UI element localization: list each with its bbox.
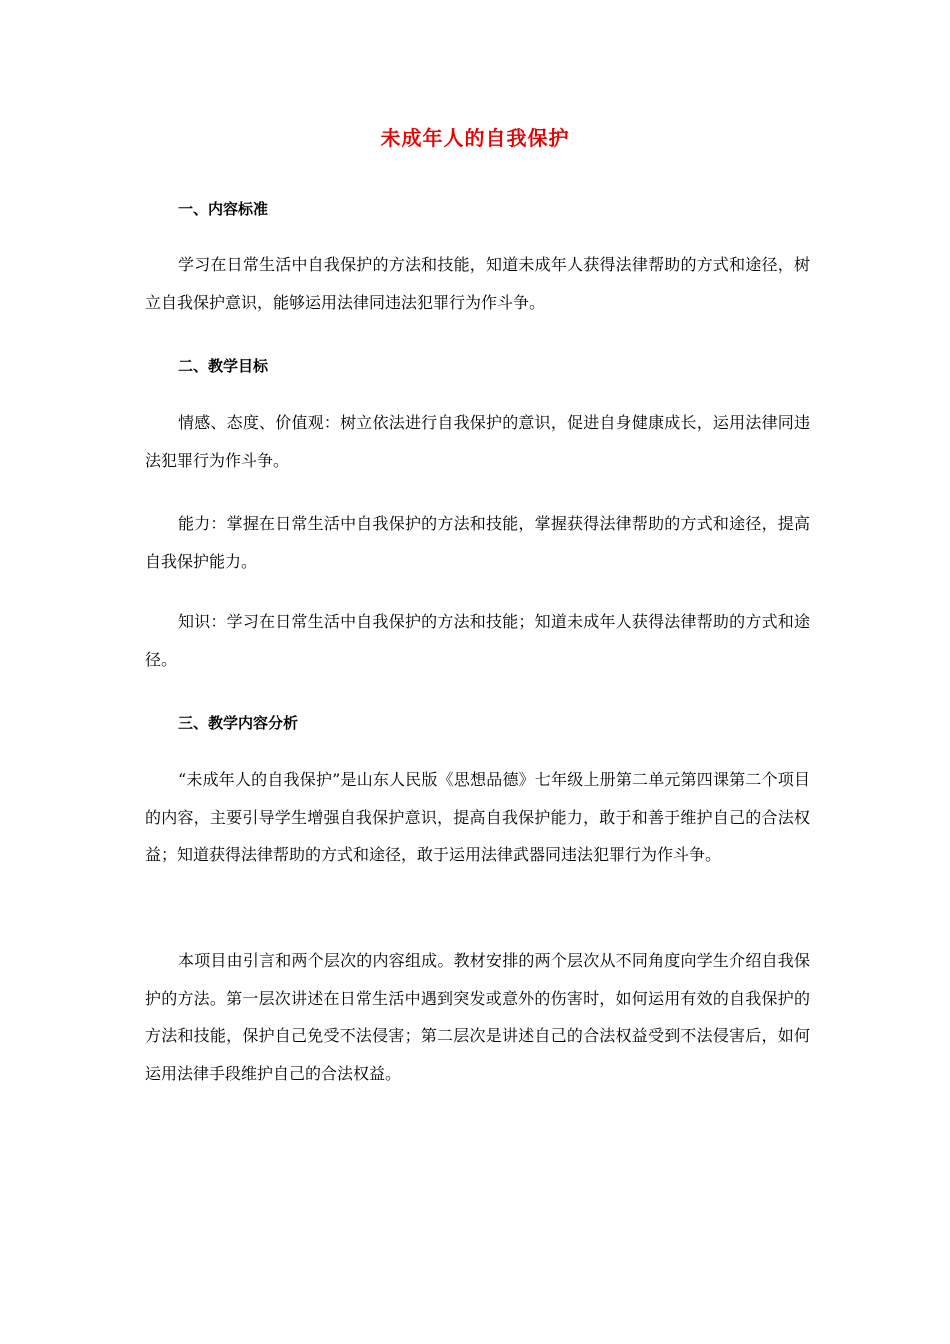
paragraph-analysis-2: 本项目由引言和两个层次的内容组成。教材安排的两个层次从不同角度向学生介绍自我保护的方法。第一层次讲述在日常生活中遇到突发或意外的伤害时，如何运用有效的自我保护的方法和技能，保护自己免受不法侵害；第二层次是讲述自己的合法权益受到不法侵害后，如何运用法律手段维护自己的合法权益。: [145, 951, 810, 1083]
section-heading-content-analysis: 三、教学内容分析: [178, 714, 299, 732]
paragraph-goal-knowledge: 知识：学习在日常生活中自我保护的方法和技能；知道未成年人获得法律帮助的方式和途径。: [145, 612, 810, 669]
paragraph-content-standard: 学习在日常生活中自我保护的方法和技能，知道未成年人获得法律帮助的方式和途径，树立自我保护意识，能够运用法律同违法犯罪行为作斗争。: [145, 255, 810, 312]
paragraph-analysis-1: “未成年人的自我保护”是山东人民版《思想品德》七年级上册第二单元第四课第二个项目的内容，主要引导学生增强自我保护意识，提高自我保护能力，敢于和善于维护自己的合法权益；知道获得法律帮助的方式和途径，敢于运用法律武器同违法犯罪行为作斗争。: [145, 770, 810, 864]
document-title: 未成年人的自我保护: [380, 126, 570, 150]
paragraph-goal-emotion: 情感、态度、价值观：树立依法进行自我保护的意识，促进自身健康成长，运用法律同违法犯罪行为作斗争。: [145, 413, 810, 470]
paragraph-goal-ability: 能力：掌握在日常生活中自我保护的方法和技能，掌握获得法律帮助的方式和途径，提高自我保护能力。: [145, 514, 810, 571]
section-heading-teaching-goals: 二、教学目标: [178, 357, 269, 375]
section-heading-content-standard: 一、内容标准: [178, 200, 269, 218]
